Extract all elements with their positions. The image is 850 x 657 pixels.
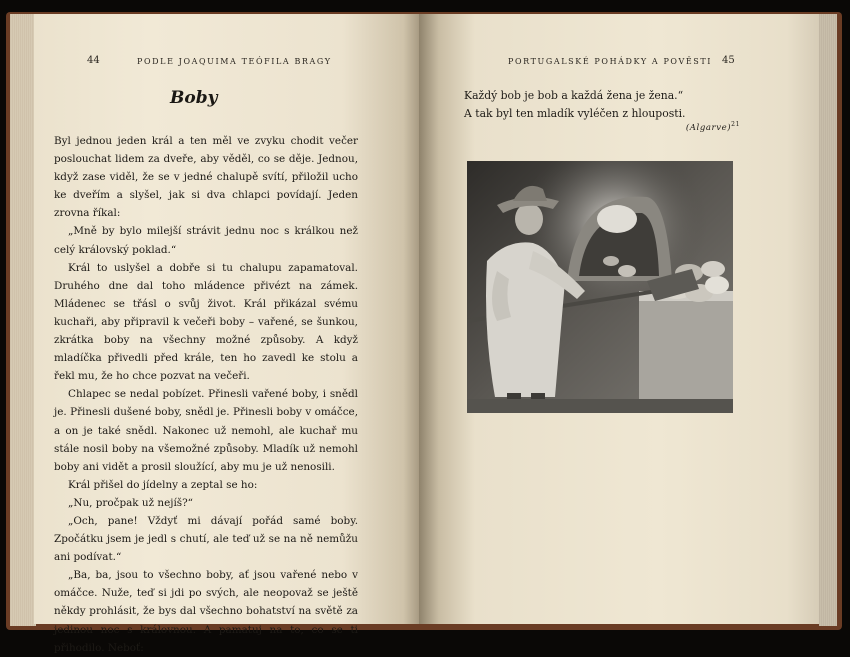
right-page-number: 45 bbox=[722, 55, 735, 66]
paragraph: Chlapec se nedal pobízet. Přinesli vařené boby, i snědl je. Přinesli dušené boby, snědl je. Přinesli boby v omáčce, a on je také snědl. Nakonec už nemohl, ale kuchař mu stále nosil boby na všemožné způsoby. Mladík už nemohl boby ani vidět a prosil sloužící, aby mu je už nenosili. bbox=[54, 388, 358, 473]
paragraph: „Och, pane! Vždyť mi dávají pořád samé boby. Zpočátku jsem je jedl s chutí, ale teď už se na ně nemůžu ani podívat.“ bbox=[54, 514, 358, 564]
footnote-marker: 21 bbox=[731, 121, 740, 128]
closing-lines bbox=[464, 87, 744, 123]
body-text bbox=[54, 132, 358, 657]
woman-baking-bread-photo bbox=[467, 161, 733, 413]
closing-line: A tak byl ten mladík vyléčen z hlouposti. bbox=[464, 107, 686, 120]
paragraph: „Nu, pročpak už nejíš?“ bbox=[68, 496, 193, 509]
closing-line: Každý bob je bob a každá žena je žena.“ bbox=[464, 89, 684, 102]
paragraph: „Ba, ba, jsou to všechno boby, ať jsou vařené nebo v omáčce. Nuže, teď si jdi po svých, ale neopovaž se ještě někdy prohlásit, že bys dal všechno bohatství na světě za jedinou noc s královnou. A pamatuj na to, co se ti přihodilo. Neboť: bbox=[54, 569, 358, 654]
paragraph: Byl jednou jeden král a ten měl ve zvyku chodit večer poslouchat lidem za dveře, aby věděl, co se děje. Jednou, když zase viděl, že se v jedné chalupě svítí, přiložil ucho ke dveřím a slyšel, jak si dva chlapci povídají. Jeden zrovna říkal: bbox=[54, 135, 358, 220]
page-edges-right bbox=[819, 14, 837, 626]
left-page-number: 44 bbox=[87, 55, 100, 66]
source-note bbox=[670, 121, 740, 133]
right-running-head: PORTUGALSKÉ POHÁDKY A POVĚSTI bbox=[508, 57, 713, 66]
page-edges-left bbox=[10, 14, 36, 626]
left-running-head: PODLE JOAQUIMA TEÓFILA BRAGY bbox=[137, 57, 332, 66]
paragraph: Král přišel do jídelny a zeptal se ho: bbox=[68, 478, 258, 491]
paragraph: „Mně by bylo milejší strávit jednu noc s králkou než celý královský poklad.“ bbox=[54, 225, 358, 256]
source-region: (Algarve) bbox=[685, 122, 732, 133]
paragraph: Král to uslyšel a dobře si tu chalupu zapamatoval. Druhého dne dal toho mládence přivézt na zámek. Mládenec se třásl o svůj život. Král přikázal svému kuchaři, aby připravil k večeři boby – vařené, se šunkou, zkrátka boby na všechny možné způsoby. A když mladíčka přivedli před krále, ten ho zavedl ke stolu a řekl mu, že ho chce pozvat na večeři. bbox=[54, 261, 358, 383]
chapter-title: Boby bbox=[170, 88, 218, 108]
photo-image bbox=[467, 161, 733, 413]
